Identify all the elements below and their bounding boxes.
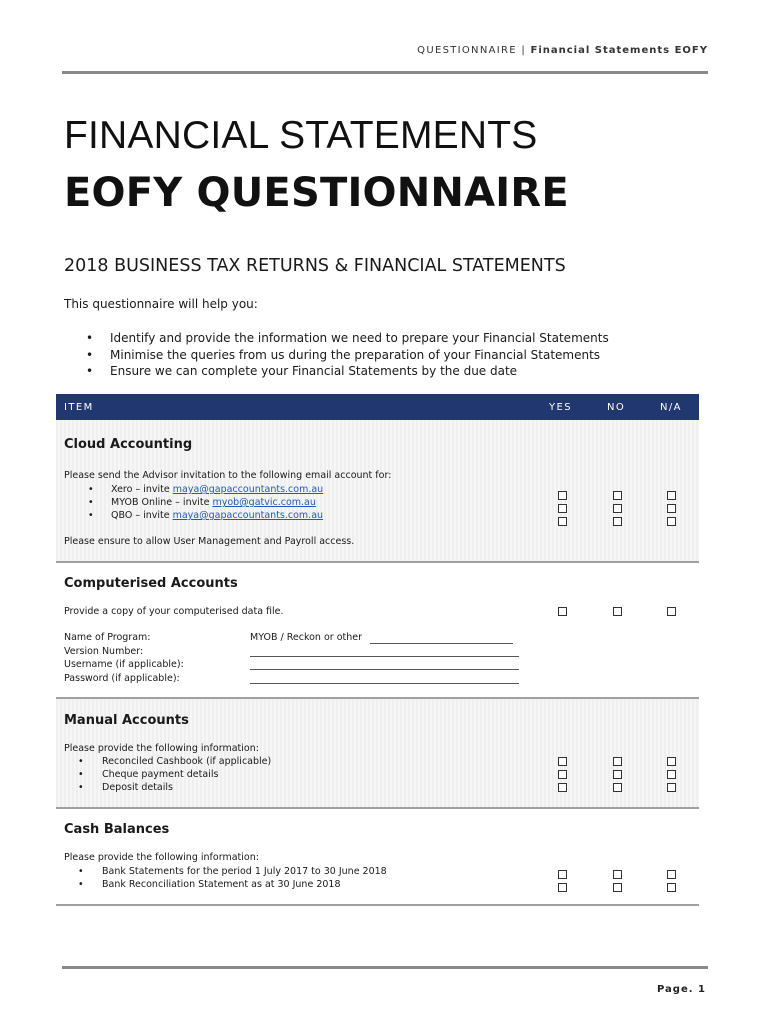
title-line-2: EOFY QUESTIONNAIRE <box>64 170 569 216</box>
col-header-yes: YES <box>549 402 572 413</box>
yes-checkbox[interactable] <box>558 607 567 616</box>
table-header <box>56 394 699 420</box>
section-divider <box>56 904 699 906</box>
email-link[interactable]: maya@gapaccountants.com.au <box>172 484 324 495</box>
item-label: QBO – invite <box>111 510 173 521</box>
no-checkbox[interactable] <box>613 491 622 500</box>
item-label: Xero – invite <box>111 484 173 495</box>
no-checkbox[interactable] <box>613 757 622 766</box>
header-rule <box>62 71 708 74</box>
na-checkbox[interactable] <box>667 517 676 526</box>
yes-checkbox[interactable] <box>558 517 567 526</box>
na-checkbox[interactable] <box>667 607 676 616</box>
section-title: Cloud Accounting <box>64 437 193 452</box>
running-header-doc: Financial Statements EOFY <box>530 45 708 56</box>
no-checkbox[interactable] <box>613 607 622 616</box>
section-title: Manual Accounts <box>64 713 189 728</box>
yes-checkbox[interactable] <box>558 783 567 792</box>
no-checkbox[interactable] <box>613 517 622 526</box>
no-checkbox[interactable] <box>613 783 622 792</box>
col-header-na: N/A <box>660 402 682 413</box>
field-label: Username (if applicable): <box>64 659 184 670</box>
yes-checkbox[interactable] <box>558 770 567 779</box>
field-label: Version Number: <box>64 646 144 657</box>
yes-checkbox[interactable] <box>558 504 567 513</box>
running-header-divider: | <box>521 45 527 56</box>
na-checkbox[interactable] <box>667 883 676 892</box>
item-label: MYOB Online – invite <box>111 497 213 508</box>
email-link[interactable]: maya@gapaccountants.com.au <box>172 510 324 521</box>
yes-checkbox[interactable] <box>558 491 567 500</box>
intro-bullet-list <box>86 330 609 380</box>
program-name-field[interactable] <box>370 643 513 644</box>
no-checkbox[interactable] <box>613 504 622 513</box>
section-intro: Please provide the following information: <box>64 852 259 863</box>
yes-checkbox[interactable] <box>558 883 567 892</box>
intro-bullet: • Minimise the queries from us during the preparation of your Financial Statements <box>86 347 609 364</box>
section-title: Computerised Accounts <box>64 576 238 591</box>
section-manual-accounts: Manual Accounts Please provide the following information: • Reconciled Cashbook (if applicable) • Cheque payment details • Deposit details <box>56 699 699 807</box>
field-value: MYOB / Reckon or other <box>250 632 363 643</box>
na-checkbox[interactable] <box>667 757 676 766</box>
field-label: Password (if applicable): <box>64 673 180 684</box>
section-cash-balances: Cash Balances Please provide the following information: • Bank Statements for the period 1 July 2017 to 30 June 2018 • Bank Reconciliation Statement as at 30 June 2018 <box>56 809 699 904</box>
username-field[interactable] <box>250 669 519 670</box>
na-checkbox[interactable] <box>667 491 676 500</box>
version-number-field[interactable] <box>250 656 519 657</box>
password-field[interactable] <box>250 683 519 684</box>
na-checkbox[interactable] <box>667 504 676 513</box>
footer-rule <box>62 966 708 969</box>
yes-checkbox[interactable] <box>558 870 567 879</box>
col-header-item: ITEM <box>64 402 94 413</box>
section-intro: Please provide the following information: <box>64 743 259 754</box>
intro-bullet: • Identify and provide the information we need to prepare your Financial Statements <box>86 330 609 347</box>
section-title: Cash Balances <box>64 822 170 837</box>
section-computerised-accounts <box>56 563 699 697</box>
section-note: Please ensure to allow User Management and Payroll access. <box>64 536 355 547</box>
section-intro: Provide a copy of your computerised data file. <box>64 606 284 617</box>
page-number: Page. 1 <box>657 984 706 995</box>
na-checkbox[interactable] <box>667 783 676 792</box>
section-intro: Please send the Advisor invitation to the following email account for: <box>64 470 392 481</box>
title-line-1: FINANCIAL STATEMENTS <box>64 114 538 157</box>
na-checkbox[interactable] <box>667 770 676 779</box>
field-label: Name of Program: <box>64 632 151 643</box>
yes-checkbox[interactable] <box>558 757 567 766</box>
running-header-section: QUESTIONNAIRE <box>417 45 517 56</box>
na-checkbox[interactable] <box>667 870 676 879</box>
intro-bullet: • Ensure we can complete your Financial Statements by the due date <box>86 363 609 380</box>
section-cloud-accounting: Cloud Accounting Please send the Advisor invitation to the following email account for: • Xero – invite maya@gapaccountants.com.au • MYOB Online – invite myob@gatvic.com.au • QBO – invite maya@gapaccountants.com.au Please ensure to allow User Management and Payroll access. <box>56 420 699 561</box>
no-checkbox[interactable] <box>613 870 622 879</box>
no-checkbox[interactable] <box>613 770 622 779</box>
no-checkbox[interactable] <box>613 883 622 892</box>
intro-text: This questionnaire will help you: <box>64 297 258 311</box>
subtitle: 2018 BUSINESS TAX RETURNS & FINANCIAL STATEMENTS <box>64 256 566 276</box>
col-header-no: NO <box>607 402 626 413</box>
running-header <box>417 45 708 56</box>
email-link[interactable]: myob@gatvic.com.au <box>212 497 316 508</box>
